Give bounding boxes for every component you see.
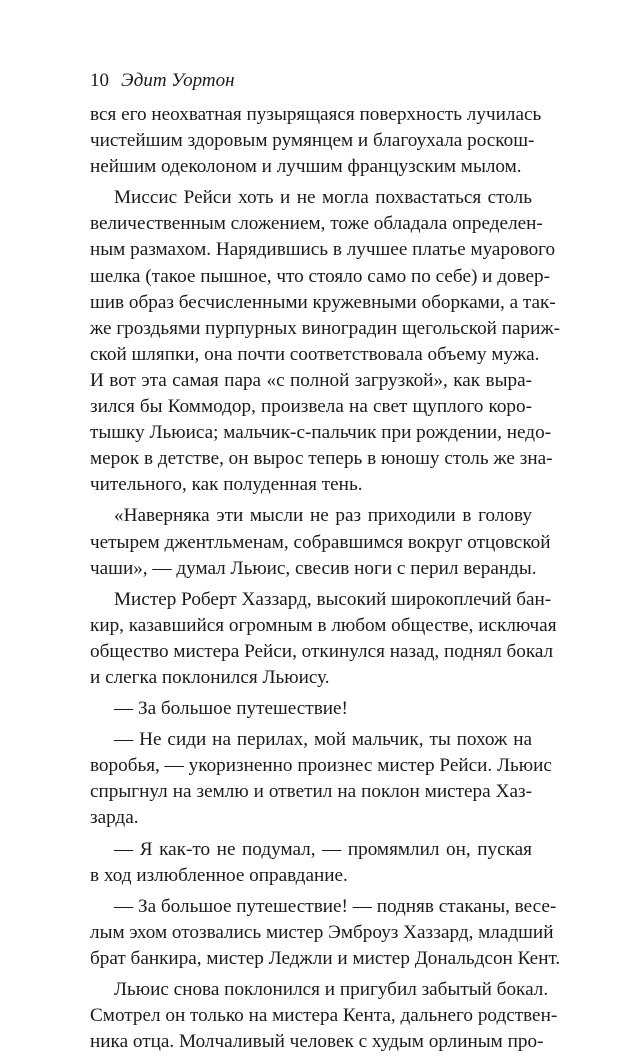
text-line: спрыгнул на землю и ответил на поклон мистера Хаз-	[90, 781, 532, 803]
paragraph	[90, 587, 557, 691]
text-line: величественным сложением, тоже обладала определен-	[90, 213, 543, 235]
text-line: кир, казавшийся огромным в любом обществе, исключая	[90, 614, 557, 636]
text-line: — За большое путешествие!	[114, 698, 348, 720]
paragraph	[90, 185, 561, 498]
text-line: Смотрел он только на мистера Кента, дальнего родствен-	[90, 1005, 558, 1027]
text-line: чистейшим здоровым румянцем и благоухала роскош-	[90, 130, 535, 152]
text-line: зарда.	[90, 807, 139, 829]
text-line: же гроздьями пурпурных виноградин щегольской париж-	[90, 317, 561, 339]
paragraph	[90, 837, 532, 889]
text-line: четырем джентльменам, собравшимся вокруг отцовской	[90, 531, 551, 553]
text-line: тышку Льюиса; мальчик-с-пальчик при рождении, недо-	[90, 422, 552, 444]
text-line: чаши», — думал Льюис, свесив ноги с перил веранды.	[90, 557, 537, 579]
body-text	[90, 102, 561, 1060]
text-line: воробья, — укоризненно произнес мистер Рейси. Льюис	[90, 755, 552, 777]
text-line: шив образ бесчисленными кружевными оборками, а так-	[90, 291, 556, 313]
text-line: «Наверняка эти мысли не раз приходили в голову	[114, 505, 532, 527]
text-line: мерок в детстве, он вырос теперь в юношу столь же зна-	[90, 448, 553, 470]
page-number: 10	[90, 70, 109, 91]
text-line: общество мистера Рейси, откинулся назад, поднял бокал	[90, 640, 554, 662]
text-line: ным размахом. Нарядившись в лучшее платье муарового	[90, 239, 556, 261]
text-line: нейшим одеколоном и лучшим французским мылом.	[90, 156, 522, 178]
text-line: Мистер Роберт Хаззард, высокий широкоплечий бан-	[114, 588, 552, 610]
paragraph	[90, 894, 561, 972]
text-line: лым эхом отозвались мистер Эмброуз Хаззард, младший	[90, 921, 554, 943]
text-line: зился бы Коммодор, произвела на свет щуплого коро-	[90, 396, 532, 418]
text-line: — За большое путешествие! — подняв стаканы, весе-	[114, 895, 557, 917]
text-line: — Я как-то не подумал, — промямлил он, пуская	[114, 838, 532, 860]
text-line: Миссис Рейси хоть и не могла похвастаться столь	[114, 187, 532, 209]
paragraph	[90, 102, 542, 180]
text-line: ника отца. Молчаливый человек с худым орлиным про-	[90, 1031, 544, 1053]
text-line: И вот эта самая пара «с полной загрузкой», как выра-	[90, 369, 532, 391]
text-line: ской шляпки, она почти соответствовала объему мужа.	[90, 343, 540, 365]
paragraph	[90, 696, 532, 722]
text-line: в ход излюбленное оправдание.	[90, 864, 348, 886]
paragraph	[90, 727, 552, 831]
text-line: чительного, как полуденная тень.	[90, 474, 363, 496]
paragraph	[90, 977, 558, 1055]
text-line: вся его неохватная пузырящаяся поверхность лучилась	[90, 104, 542, 125]
text-line: Льюис снова поклонился и пригубил забытый бокал.	[114, 979, 549, 1000]
running-head	[90, 68, 235, 94]
text-line: — Не сиди на перилах, мой мальчик, ты похож на	[114, 729, 532, 751]
paragraph	[90, 503, 551, 581]
running-head-author: Эдит Уортон	[121, 70, 235, 91]
text-line: шелка (такое пышное, что стояло само по себе) и довер-	[90, 265, 551, 287]
text-line: брат банкира, мистер Леджли и мистер Дональдсон Кент.	[90, 947, 561, 969]
text-line: и слегка поклонился Льюису.	[90, 666, 330, 688]
